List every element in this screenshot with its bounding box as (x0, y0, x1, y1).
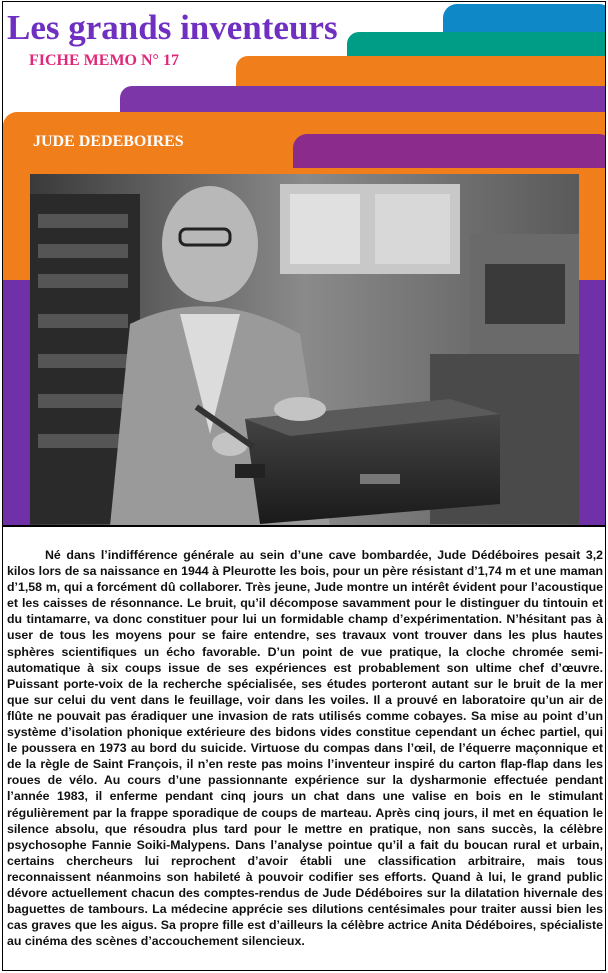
memo-sheet (2, 1, 606, 971)
inventor-photo (30, 174, 579, 526)
header-band-magenta (293, 134, 606, 168)
page-title: Les grands inventeurs (7, 8, 338, 47)
inventor-name: JUDE DEDEBOIRES (33, 133, 184, 150)
memo-number: FICHE MEMO N° 17 (29, 52, 179, 69)
divider (3, 525, 606, 527)
workshop-photo-icon (30, 174, 579, 526)
biography-text: Né dans l’indifférence générale au sein d’une cave bombardée, Jude Dédéboires pesait 3,2 kilos lors de sa naissance en 1944 à Pleurotte les bois, pour un père résistant d’1,74 m et une maman d’1,58 m, qui a forcément dû collaborer. Très jeune, Jude montre un intérêt évident pour l’acoustique et les caisses de résonnance. Le bruit, qu’il décompose savamment pour le distinguer du tintouin et du tintamarre, va donc constituer pour lui un formidable champ d’expérimentation. N’hésitant pas à user de tous les moyens pour se faire entendre, ses travaux vont trouver dans les plus hautes sphères scientifiques un écho favorable. D’un point de vue pratique, la cloche chromée semi-automatique à six coups issue de ses expériences est probablement son ultime chef d’œuvre. Puissant porte-voix de la recherche spécialisée, ses études porteront autant sur le bruit de la mer que sur celui du vent dans le feuillage, voir dans les voiles. Il a prouvé en laboratoire qu’un air de flûte ne pouvait pas éradiquer une invasion de rats utilisés comme cobayes. Sa mise au point d’un système d’isolation phonique extérieure des bidons vides constitue cependant un échec partiel, qui le poussera en 1973 au bord du suicide. Virtuose du compas dans l’œil, de l’équerre maçonnique et de la règle de Saint François, il n’en reste pas moins l’inventeur inspiré du carton flap-flap dans les roues de vélo. Au cours d’une passionnante expérience sur la dysharmonie effectuée pendant l’année 1983, il enferme pendant cinq jours un chat dans une valise en bois en le stimulant régulièrement par la frappe sporadique de coups de marteau. Après cinq jours, il met en équation le silence absolu, que résoudra plus tard pour le mettre en pratique, non sans succès, la célèbre psychosophe Fannie Soiki-Malypens. Dans l’analyse pointue qu’il a fait du boucan rural et urbain, certains chercheurs lui reprochent d’avoir établi une classification arbitraire, mais tous reconnaissent néanmoins son habileté à pouvoir codifier ses efforts. Quand à lui, le grand public dévore actuellement chacun des comptes-rendus de Jude Dédéboires sur la dilatation hivernale des baguettes de tambours. La médecine apprécie ses dilutions centésimales pour traiter aussi bien les cas graves que les aigus. Sa propre fille est d’ailleurs la célèbre actrice Anita Dédéboires, spécialiste au cinéma des scènes d’accouchement silencieux. (7, 548, 603, 949)
